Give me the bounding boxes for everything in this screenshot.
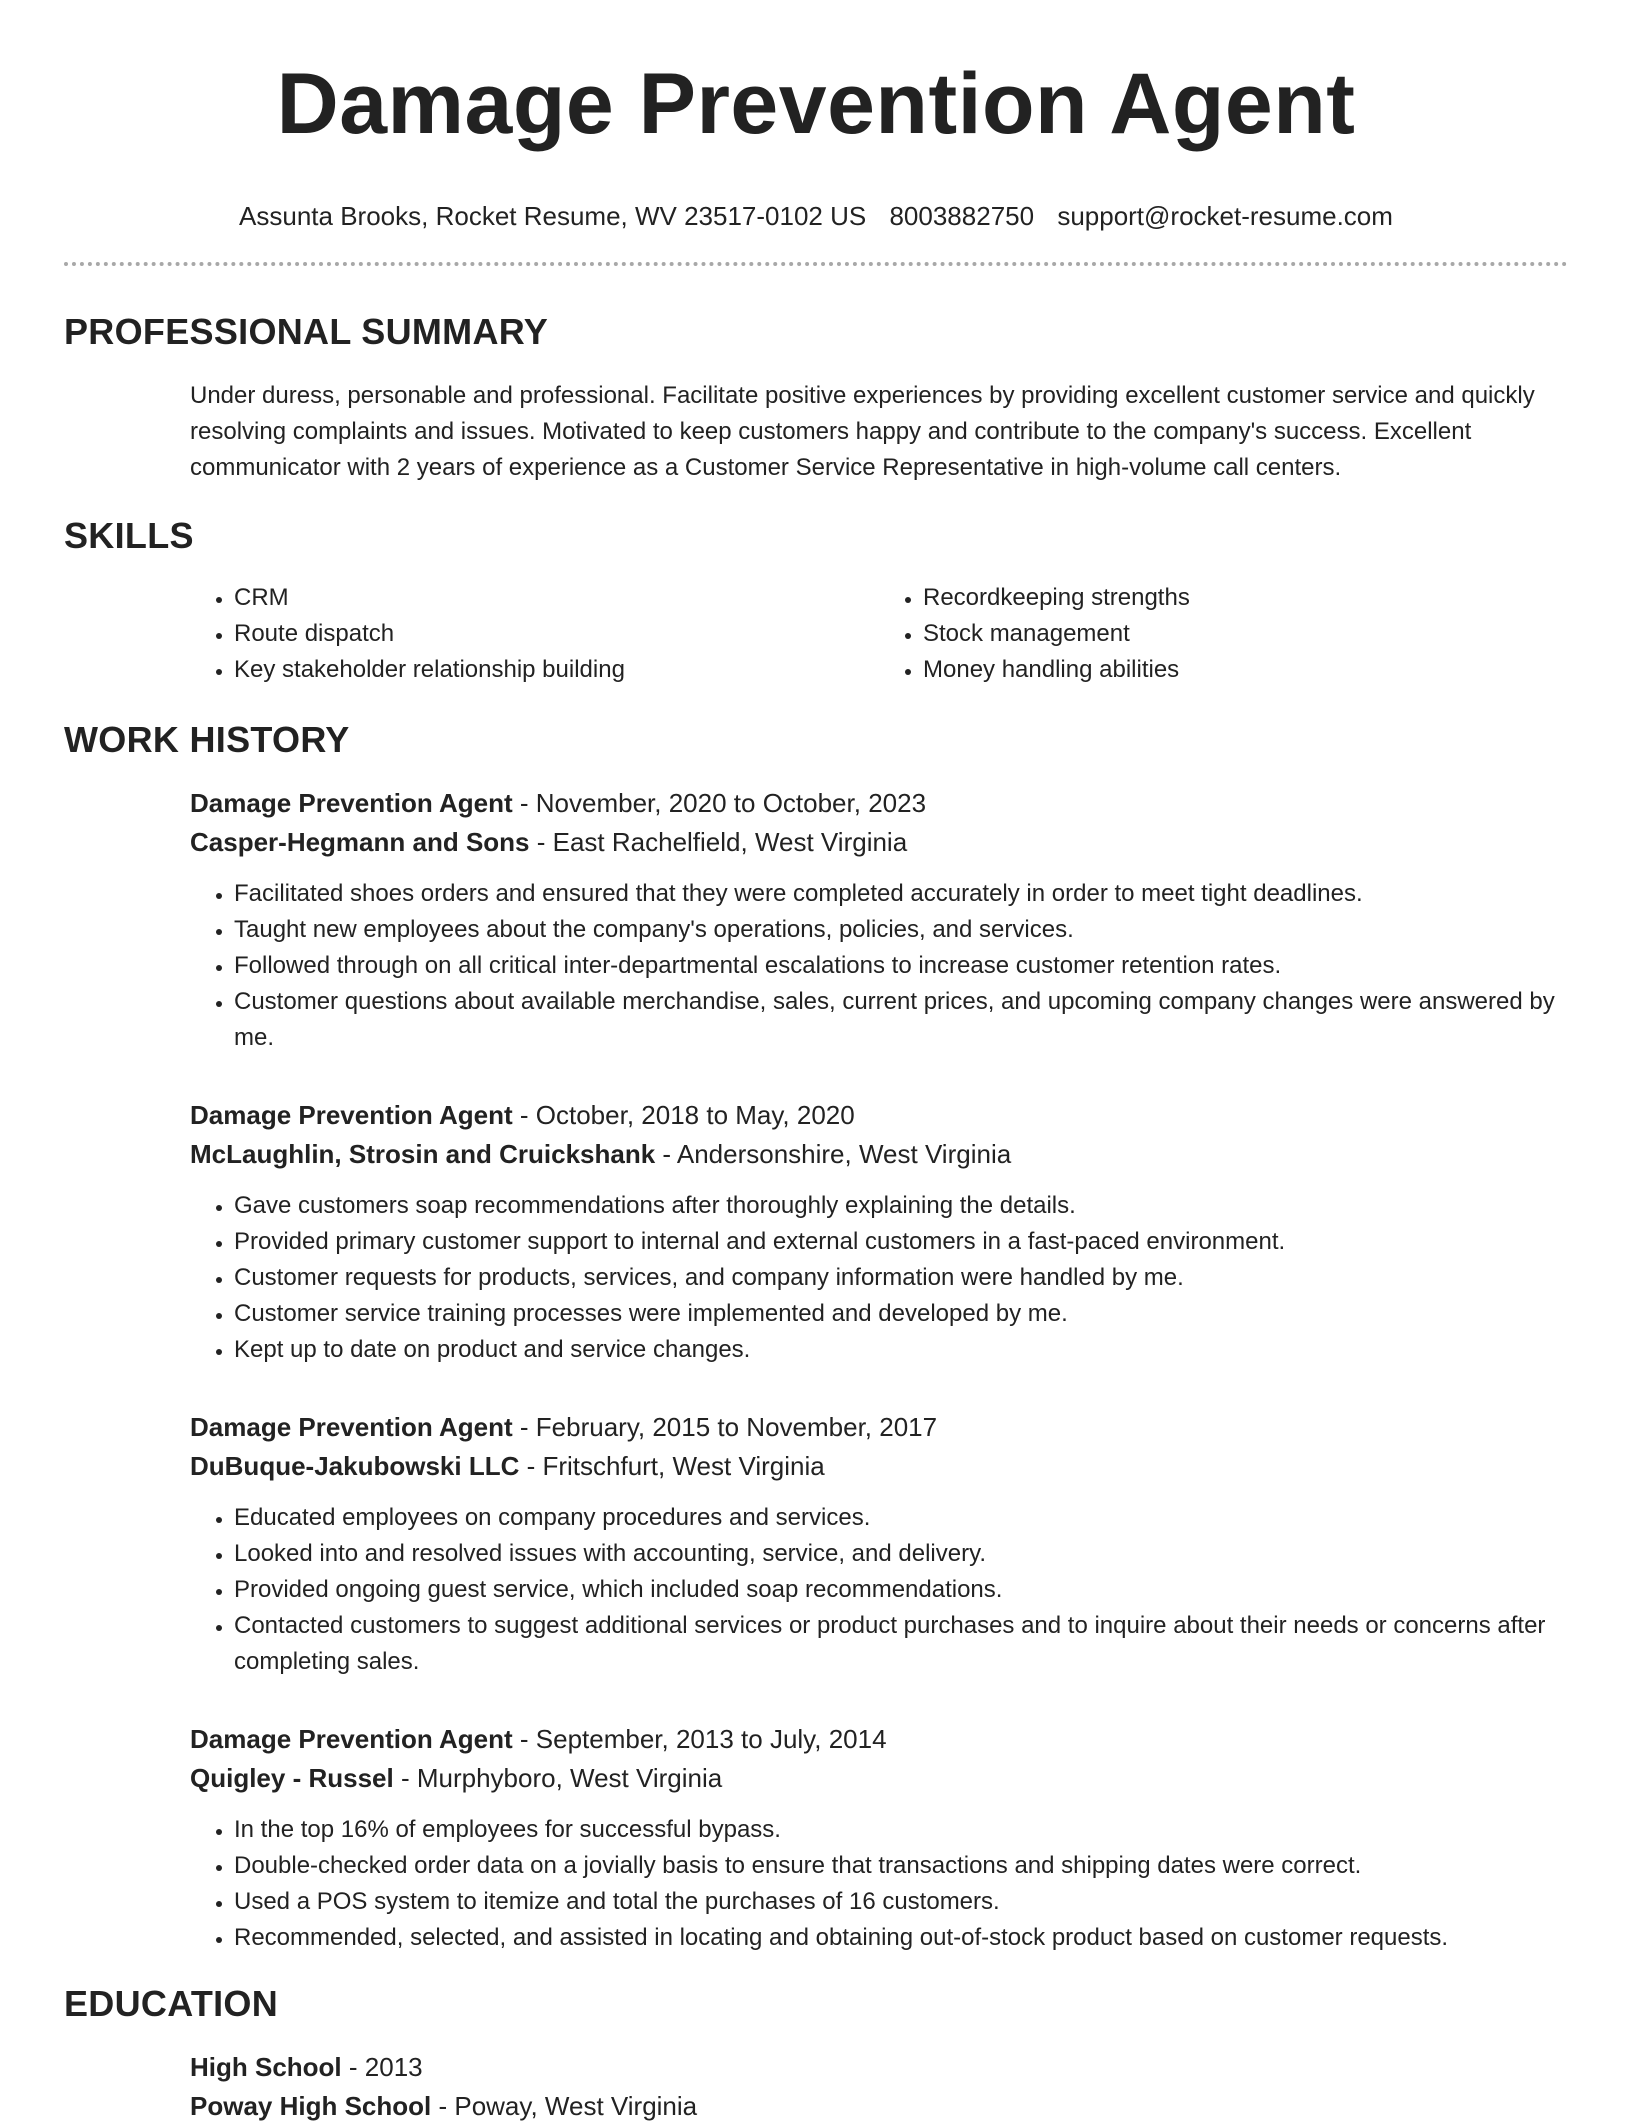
job-entry — [190, 784, 1568, 1056]
job-bullets — [190, 876, 1568, 1056]
job-bullet: • Double-checked order data on a jovially basis to ensure that transactions and shipping dates were correct. — [234, 1848, 1568, 1884]
skill-item: • Recordkeeping strengths — [923, 580, 1568, 616]
job-bullet: • Kept up to date on product and service changes. — [234, 1332, 1568, 1368]
contact-address: Assunta Brooks, Rocket Resume, WV 23517-0102 US — [239, 201, 867, 231]
job-bullet: • Provided ongoing guest service, which included soap recommendations. — [234, 1572, 1568, 1608]
education-title: EDUCATION — [64, 1983, 279, 2024]
job-bullet: • Customer service training processes were implemented and developed by me. — [234, 1296, 1568, 1332]
work-history-title: WORK HISTORY — [64, 719, 350, 760]
job-company: McLaughlin, Strosin and Cruickshank — [190, 1139, 656, 1169]
job-bullet: • Contacted customers to suggest additional services or product purchases and to inquire about their needs or concerns after completing sales. — [234, 1608, 1568, 1680]
job-dates: - November, 2020 to October, 2023 — [512, 788, 927, 818]
education-year: - 2013 — [341, 2052, 423, 2082]
job-bullet: • Looked into and resolved issues with accounting, service, and delivery. — [234, 1536, 1568, 1572]
education-school-line — [190, 2087, 1568, 2126]
job-dates: - February, 2015 to November, 2017 — [512, 1412, 938, 1442]
job-bullet: • Facilitated shoes orders and ensured that they were completed accurately in order to meet tight deadlines. — [234, 876, 1568, 912]
job-role: Damage Prevention Agent — [190, 1100, 513, 1130]
job-bullet: • Taught new employees about the company's operations, policies, and services. — [234, 912, 1568, 948]
contact-phone: 8003882750 — [889, 201, 1035, 231]
job-dates: - September, 2013 to July, 2014 — [512, 1724, 887, 1754]
skill-item: • Money handling abilities — [923, 652, 1568, 688]
job-company-line — [190, 1759, 1568, 1798]
job-company-line — [190, 1447, 1568, 1486]
job-location: - Andersonshire, West Virginia — [655, 1139, 1012, 1169]
skill-item: • Route dispatch — [234, 616, 879, 652]
job-bullets — [190, 1500, 1568, 1680]
contact-line — [64, 200, 1568, 232]
job-dates: - October, 2018 to May, 2020 — [512, 1100, 855, 1130]
job-role-line — [190, 1096, 1568, 1135]
job-location: - East Rachelfield, West Virginia — [529, 827, 908, 857]
job-location: - Murphyboro, West Virginia — [393, 1763, 723, 1793]
job-bullets — [190, 1812, 1568, 1956]
job-bullet: • Provided primary customer support to internal and external customers in a fast-paced environment. — [234, 1224, 1568, 1260]
job-role-line — [190, 784, 1568, 823]
summary-title: PROFESSIONAL SUMMARY — [64, 311, 549, 352]
skills-list — [190, 580, 1568, 688]
education-degree: High School — [190, 2052, 342, 2082]
job-role-line — [190, 1720, 1568, 1759]
skill-item: • Key stakeholder relationship building — [234, 652, 879, 688]
job-role: Damage Prevention Agent — [190, 1724, 513, 1754]
skill-item: • CRM — [234, 580, 879, 616]
job-bullet: • Customer questions about available merchandise, sales, current prices, and upcoming company changes were answered by me. — [234, 984, 1568, 1056]
job-entry — [190, 1720, 1568, 1956]
skills-column-left — [190, 580, 879, 688]
job-role-line — [190, 1408, 1568, 1447]
job-location: - Fritschfurt, West Virginia — [519, 1451, 825, 1481]
job-bullet: • In the top 16% of employees for successful bypass. — [234, 1812, 1568, 1848]
header-divider — [64, 262, 1568, 266]
education-location: - Poway, West Virginia — [431, 2091, 698, 2121]
job-role: Damage Prevention Agent — [190, 1412, 513, 1442]
resume-name: Damage Prevention Agent — [276, 56, 1356, 152]
job-company: Quigley - Russel — [190, 1763, 394, 1793]
job-bullet: • Gave customers soap recommendations after thoroughly explaining the details. — [234, 1188, 1568, 1224]
job-bullets — [190, 1188, 1568, 1368]
work-history-block — [64, 784, 1568, 1956]
education-degree-line — [190, 2048, 1568, 2087]
skills-block — [64, 580, 1568, 688]
education-school: Poway High School — [190, 2091, 432, 2121]
job-bullet: • Customer requests for products, services, and company information were handled by me. — [234, 1260, 1568, 1296]
job-company-line — [190, 1135, 1568, 1174]
job-company: Casper-Hegmann and Sons — [190, 827, 530, 857]
job-entry — [190, 1408, 1568, 1680]
job-bullet: • Used a POS system to itemize and total the purchases of 16 customers. — [234, 1884, 1568, 1920]
job-role: Damage Prevention Agent — [190, 788, 513, 818]
job-company-line — [190, 823, 1568, 862]
skills-title: SKILLS — [64, 515, 194, 556]
education-block — [64, 2048, 1568, 2126]
contact-email: support@rocket-resume.com — [1057, 201, 1393, 231]
job-company: DuBuque-Jakubowski LLC — [190, 1451, 520, 1481]
skills-column-right — [879, 580, 1568, 688]
job-bullet: • Educated employees on company procedures and services. — [234, 1500, 1568, 1536]
skill-item: • Stock management — [923, 616, 1568, 652]
job-bullet: • Followed through on all critical inter-departmental escalations to increase customer retention rates. — [234, 948, 1568, 984]
job-bullet: • Recommended, selected, and assisted in locating and obtaining out-of-stock product based on customer requests. — [234, 1920, 1568, 1956]
job-entry — [190, 1096, 1568, 1368]
summary-text: Under duress, personable and professional. Facilitate positive experiences by providing excellent customer service and quickly resolving complaints and issues. Motivated to keep customers happy and contribute to the company's success. Excellent communicator with 2 years of experience as a Customer Service Representative in high-volume call centers. — [190, 382, 1535, 481]
